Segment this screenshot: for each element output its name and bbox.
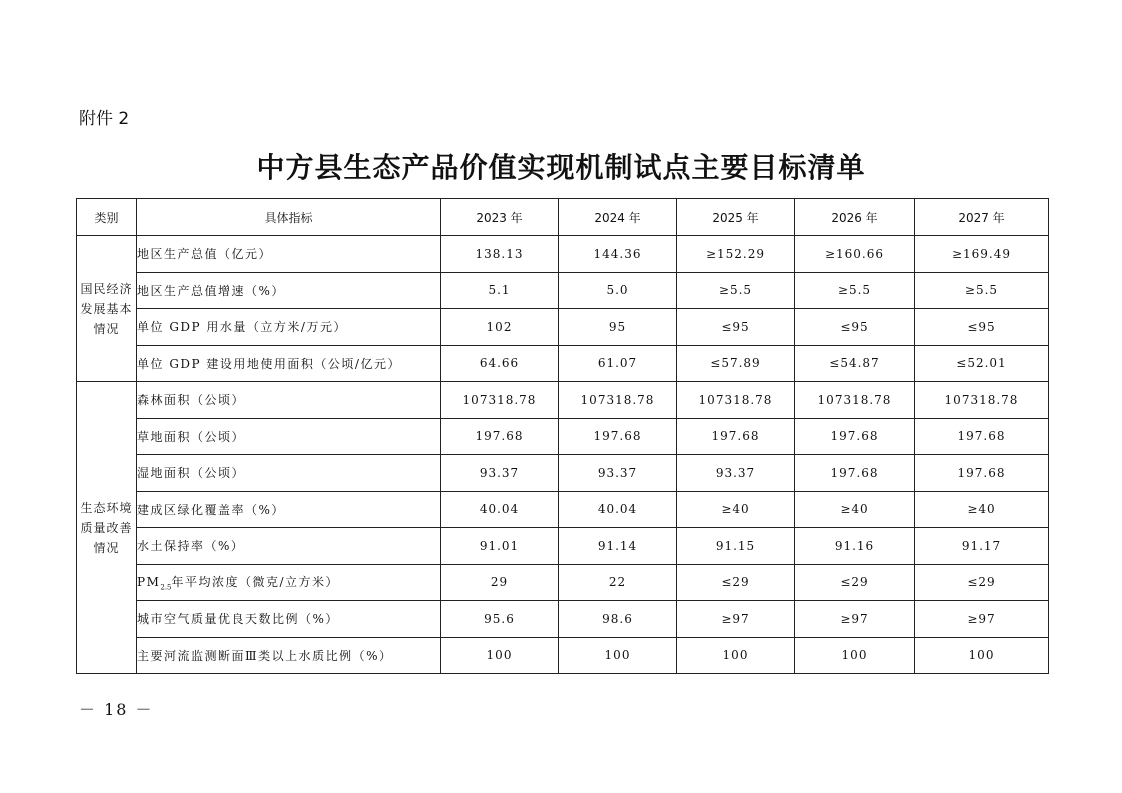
category-line: 情况 xyxy=(93,321,120,336)
table-row xyxy=(77,528,1049,565)
value-2025: ≤57.89 xyxy=(677,345,795,382)
indicator-cell: 地区生产总值增速（%） xyxy=(137,272,441,309)
value-2025: 100 xyxy=(677,637,795,674)
value-2023: 93.37 xyxy=(441,455,559,492)
value-2023: 29 xyxy=(441,564,559,601)
value-2025: ≤29 xyxy=(677,564,795,601)
header-category: 类别 xyxy=(77,199,137,236)
value-2024: 61.07 xyxy=(559,345,677,382)
value-2027: ≥40 xyxy=(915,491,1049,528)
value-2024: 93.37 xyxy=(559,455,677,492)
category-line: 生态环境 xyxy=(80,500,133,515)
table-row xyxy=(77,272,1049,309)
indicator-cell: 草地面积（公顷） xyxy=(137,418,441,455)
value-2023: 100 xyxy=(441,637,559,674)
header-year-2025: 2025 年 xyxy=(677,199,795,236)
indicator-cell: 单位 GDP 建设用地使用面积（公顷/亿元） xyxy=(137,345,441,382)
value-2025: ≥5.5 xyxy=(677,272,795,309)
value-2027: ≥169.49 xyxy=(915,236,1049,273)
value-2025: ≤95 xyxy=(677,309,795,346)
indicator-suffix: 年平均浓度（微克/立方米） xyxy=(171,575,340,590)
value-2025: 93.37 xyxy=(677,455,795,492)
value-2025: 197.68 xyxy=(677,418,795,455)
table-row xyxy=(77,418,1049,455)
table-row xyxy=(77,345,1049,382)
value-2026: ≤29 xyxy=(795,564,915,601)
value-2026: ≤54.87 xyxy=(795,345,915,382)
value-2024: 91.14 xyxy=(559,528,677,565)
table-row xyxy=(77,236,1049,273)
value-2023: 107318.78 xyxy=(441,382,559,419)
value-2026: 107318.78 xyxy=(795,382,915,419)
table-row xyxy=(77,491,1049,528)
value-2024: 144.36 xyxy=(559,236,677,273)
indicator-subscript: 2.5 xyxy=(160,583,172,592)
value-2023: 102 xyxy=(441,309,559,346)
value-2023: 138.13 xyxy=(441,236,559,273)
category-ecology xyxy=(77,382,137,674)
header-year-2023: 2023 年 xyxy=(441,199,559,236)
page-title: 中方县生态产品价值实现机制试点主要目标清单 xyxy=(256,151,866,184)
value-2024: 100 xyxy=(559,637,677,674)
table-row xyxy=(77,601,1049,638)
indicator-cell xyxy=(137,564,441,601)
value-2026: 100 xyxy=(795,637,915,674)
value-2027: ≤52.01 xyxy=(915,345,1049,382)
value-2023: 5.1 xyxy=(441,272,559,309)
indicator-cell: 地区生产总值（亿元） xyxy=(137,236,441,273)
table-row xyxy=(77,382,1049,419)
value-2024: 5.0 xyxy=(559,272,677,309)
value-2027: 107318.78 xyxy=(915,382,1049,419)
value-2026: 197.68 xyxy=(795,418,915,455)
table-header-row xyxy=(77,199,1049,236)
value-2025: ≥40 xyxy=(677,491,795,528)
indicator-cell: 湿地面积（公顷） xyxy=(137,455,441,492)
value-2026: ≥160.66 xyxy=(795,236,915,273)
value-2025: ≥97 xyxy=(677,601,795,638)
value-2026: 197.68 xyxy=(795,455,915,492)
header-indicator: 具体指标 xyxy=(137,199,441,236)
indicator-cell: 建成区绿化覆盖率（%） xyxy=(137,491,441,528)
value-2023: 197.68 xyxy=(441,418,559,455)
header-year-2024: 2024 年 xyxy=(559,199,677,236)
value-2026: ≥97 xyxy=(795,601,915,638)
attachment-label: 附件 2 xyxy=(79,109,130,129)
category-line: 情况 xyxy=(93,540,120,555)
value-2027: 197.68 xyxy=(915,455,1049,492)
table-row xyxy=(77,455,1049,492)
value-2025: ≥152.29 xyxy=(677,236,795,273)
value-2027: ≥97 xyxy=(915,601,1049,638)
indicator-cell: 森林面积（公顷） xyxy=(137,382,441,419)
category-line: 质量改善 xyxy=(80,520,133,535)
value-2025: 91.15 xyxy=(677,528,795,565)
value-2024: 107318.78 xyxy=(559,382,677,419)
value-2027: ≤95 xyxy=(915,309,1049,346)
value-2023: 64.66 xyxy=(441,345,559,382)
value-2027: 91.17 xyxy=(915,528,1049,565)
category-economy xyxy=(77,236,137,382)
value-2026: ≥40 xyxy=(795,491,915,528)
value-2026: ≥5.5 xyxy=(795,272,915,309)
indicator-cell: 水土保持率（%） xyxy=(137,528,441,565)
indicator-cell: 主要河流监测断面Ⅲ类以上水质比例（%） xyxy=(137,637,441,674)
header-year-2027: 2027 年 xyxy=(915,199,1049,236)
table-row xyxy=(77,637,1049,674)
value-2027: 100 xyxy=(915,637,1049,674)
indicator-cell: 单位 GDP 用水量（立方米/万元） xyxy=(137,309,441,346)
indicator-prefix: PM xyxy=(137,575,161,590)
table-row xyxy=(77,564,1049,601)
value-2026: ≤95 xyxy=(795,309,915,346)
value-2027: ≥5.5 xyxy=(915,272,1049,309)
value-2024: 95 xyxy=(559,309,677,346)
table-row xyxy=(77,309,1049,346)
value-2025: 107318.78 xyxy=(677,382,795,419)
page-number: － 18 － xyxy=(79,700,154,719)
value-2027: ≤29 xyxy=(915,564,1049,601)
indicator-cell: 城市空气质量优良天数比例（%） xyxy=(137,601,441,638)
value-2023: 95.6 xyxy=(441,601,559,638)
value-2024: 197.68 xyxy=(559,418,677,455)
category-line: 发展基本 xyxy=(80,301,133,316)
value-2024: 22 xyxy=(559,564,677,601)
value-2023: 91.01 xyxy=(441,528,559,565)
category-line: 国民经济 xyxy=(80,281,133,296)
value-2024: 98.6 xyxy=(559,601,677,638)
header-year-2026: 2026 年 xyxy=(795,199,915,236)
value-2027: 197.68 xyxy=(915,418,1049,455)
value-2024: 40.04 xyxy=(559,491,677,528)
value-2026: 91.16 xyxy=(795,528,915,565)
value-2023: 40.04 xyxy=(441,491,559,528)
targets-table xyxy=(76,198,1049,674)
